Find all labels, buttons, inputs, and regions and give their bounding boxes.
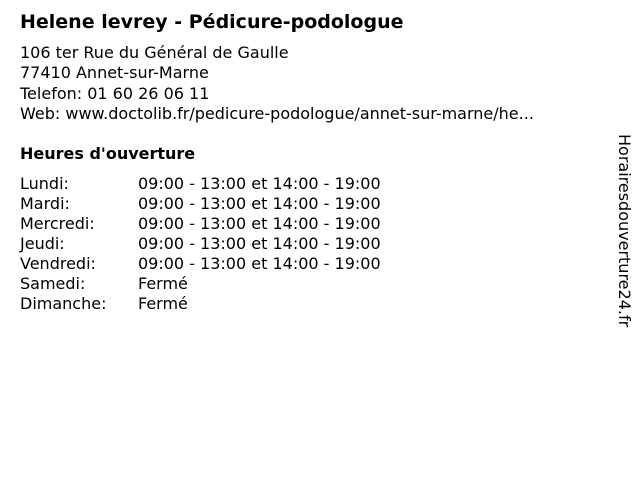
time-value: 09:00 - 13:00 et 14:00 - 19:00 <box>138 194 381 213</box>
time-value: 09:00 - 13:00 et 14:00 - 19:00 <box>138 214 381 233</box>
business-title: Helene levrey - Pédicure-podologue <box>20 11 404 33</box>
website-url: Web: www.doctolib.fr/pedicure-podologue/annet-sur-marne/he... <box>20 103 534 123</box>
hours-row-wednesday <box>20 214 381 234</box>
site-watermark: Horairesdouverture24.fr <box>615 134 634 328</box>
hours-row-tuesday <box>20 194 381 214</box>
day-label: Mardi: <box>20 194 70 213</box>
hours-row-sunday <box>20 294 381 314</box>
day-label: Samedi: <box>20 274 86 293</box>
phone-number: Telefon: 01 60 26 06 11 <box>20 83 210 103</box>
street-address: 106 ter Rue du Général de Gaulle <box>20 43 289 62</box>
city-address: 77410 Annet-sur-Marne <box>20 63 209 83</box>
day-label: Jeudi: <box>20 234 65 253</box>
time-value: 09:00 - 13:00 et 14:00 - 19:00 <box>138 254 381 273</box>
day-label: Vendredi: <box>20 254 96 273</box>
hours-row-monday <box>20 174 381 194</box>
day-label: Lundi: <box>20 174 69 193</box>
hours-row-friday <box>20 254 381 274</box>
time-value: 09:00 - 13:00 et 14:00 - 19:00 <box>138 174 381 193</box>
hours-row-saturday <box>20 274 381 294</box>
contact-info <box>20 43 534 124</box>
time-value: Fermé <box>138 294 188 313</box>
opening-hours-table <box>20 174 381 314</box>
opening-hours-heading: Heures d'ouverture <box>20 144 196 163</box>
day-label: Dimanche: <box>20 294 107 313</box>
day-label: Mercredi: <box>20 214 95 233</box>
hours-row-thursday <box>20 234 381 254</box>
time-value: 09:00 - 13:00 et 14:00 - 19:00 <box>138 234 381 253</box>
time-value: Fermé <box>138 274 188 293</box>
